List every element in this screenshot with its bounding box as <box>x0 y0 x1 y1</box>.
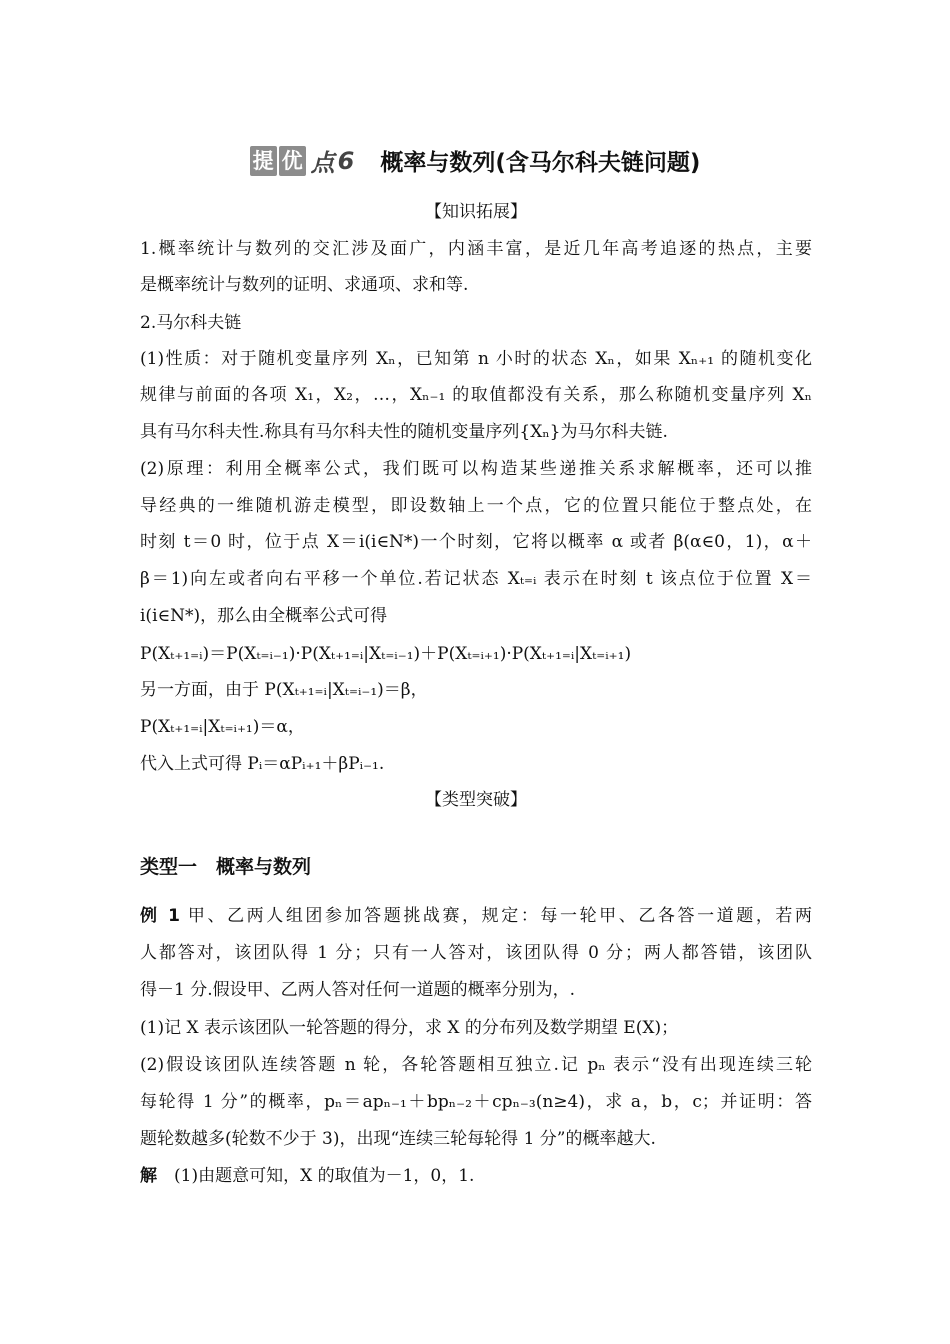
text-line-13: 另一方面，由于 P(Xₜ₊₁₌ᵢ|Xₜ₌ᵢ₋₁)＝β， <box>140 680 428 700</box>
text-line-9: 时刻 t＝0 时，位于点 X＝i(i∈N*)一个时刻，它将以概率 α 或者 β(α∈0，1)，α＋ <box>140 532 812 552</box>
solution-line-1 <box>140 1164 812 1188</box>
example-line-1 <box>140 904 812 928</box>
example-line-3: 得－1 分.假设甲、乙两人答对任何一道题的概率分别为，. <box>140 980 576 1000</box>
example-line-6: 每轮得 1 分”的概率，pₙ＝apₙ₋₁＋bpₙ₋₂＋cpₙ₋₃(n≥4)，求 a，b，c；并证明：答 <box>140 1092 812 1112</box>
badge-suffix: 点 <box>310 149 335 177</box>
example-line-2: 人都答对，该团队得 1 分；只有一人答对，该团队得 0 分；两人都答错，该团队 <box>140 943 812 963</box>
formula-total-probability: P(Xₜ₊₁₌ᵢ)＝P(Xₜ₌ᵢ₋₁)·P(Xₜ₊₁₌ᵢ|Xₜ₌ᵢ₋₁)＋P(Xₜ₌ᵢ₊₁)·P(Xₜ₊₁₌ᵢ|Xₜ₌ᵢ₊₁) <box>140 644 632 664</box>
badge-char-2: 优 <box>279 146 306 176</box>
text-line-5: 规律与前面的各项 X₁，X₂，…，Xₙ₋₁ 的取值都没有关系，那么称随机变量序列 Xₙ <box>140 385 812 405</box>
text-line-10: β＝1)向左或者向右平移一个单位.若记状态 Xₜ₌ᵢ 表示在时刻 t 该点位于位置 X＝ <box>140 569 812 589</box>
text-line-14: P(Xₜ₊₁₌ᵢ|Xₜ₌ᵢ₊₁)＝α， <box>140 717 305 737</box>
text-line-2: 是概率统计与数列的证明、求通项、求和等. <box>140 275 469 295</box>
text-line-4: (1)性质：对于随机变量序列 Xₙ，已知第 n 小时的状态 Xₙ，如果 Xₙ₊₁ 的随机变化 <box>140 349 812 369</box>
example-line-7: 题轮数越多(轮数不少于 3)，出现“连续三轮每轮得 1 分”的概率越大. <box>140 1129 656 1149</box>
type-heading: 类型一 概率与数列 <box>140 856 312 878</box>
title-row <box>0 143 950 178</box>
example-line-5: (2)假设该团队连续答题 n 轮，各轮答题相互独立.记 pₙ 表示“没有出现连续三轮 <box>140 1055 812 1075</box>
text-line-6: 具有马尔科夫性.称具有马尔科夫性的随机变量序列{Xₙ}为马尔科夫链. <box>140 422 668 442</box>
text-line-7: (2)原理：利用全概率公式，我们既可以构造某些递推关系求解概率，还可以推 <box>140 459 812 479</box>
text-line-11: i(i∈N*)，那么由全概率公式可得 <box>140 606 388 626</box>
text-line-1: 1.概率统计与数列的交汇涉及面广，内涵丰富，是近几年高考追逐的热点，主要 <box>140 239 812 259</box>
example-text-1: 甲、乙两人组团参加答题挑战赛，规定：每一轮甲、乙各答一道题，若两 <box>179 906 812 926</box>
badge-number: 6 <box>337 146 355 175</box>
section-badge <box>250 143 355 178</box>
solution-label: 解 <box>140 1166 157 1186</box>
text-line-3: 2.马尔科夫链 <box>140 313 242 333</box>
badge-char-1: 提 <box>250 146 277 176</box>
text-line-8: 导经典的一维随机游走模型，即设数轴上一个点，它的位置只能位于整点处，在 <box>140 496 812 516</box>
page-title: 概率与数列(含马尔科夫链问题) <box>380 150 701 176</box>
text-line-15: 代入上式可得 Pᵢ＝αPᵢ₊₁＋βPᵢ₋₁. <box>140 754 385 774</box>
example-line-4: (1)记 X 表示该团队一轮答题的得分，求 X 的分布列及数学期望 E(X)； <box>140 1018 679 1038</box>
solution-text-1: (1)由题意可知，X 的取值为－1，0，1. <box>157 1166 475 1186</box>
example-label: 例 1 <box>140 906 180 926</box>
section-types-heading: 【类型突破】 <box>425 790 527 810</box>
section-knowledge-heading: 【知识拓展】 <box>425 202 527 222</box>
